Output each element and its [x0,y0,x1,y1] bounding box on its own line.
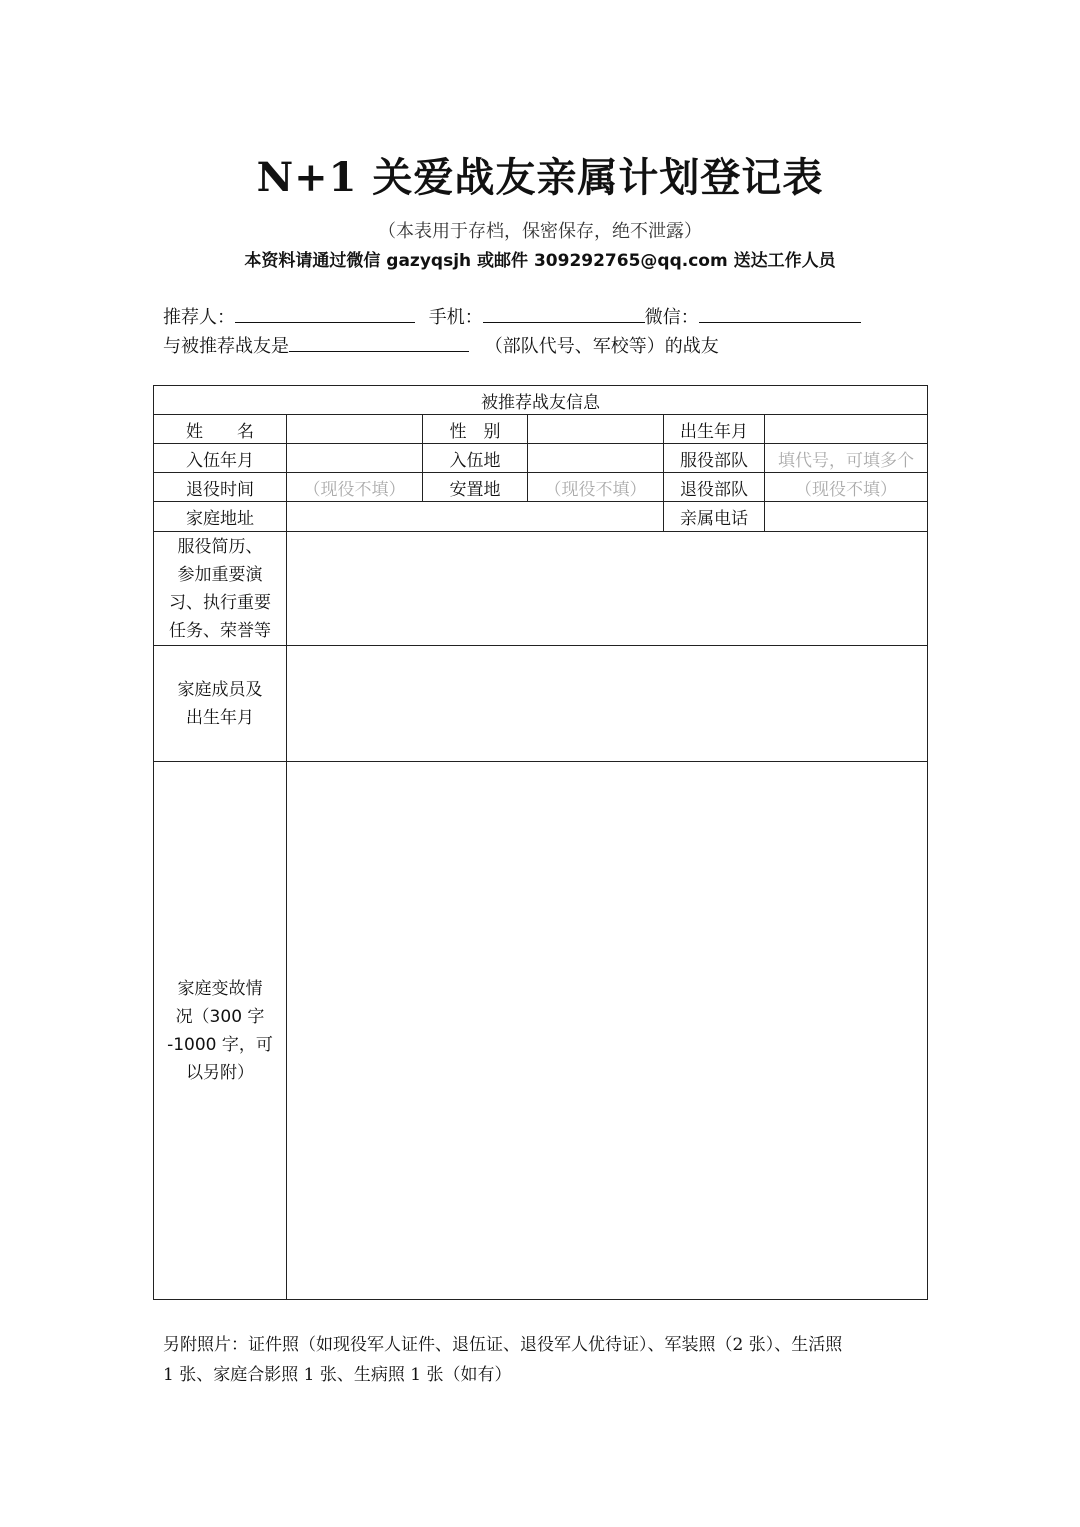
attachment-line: 1 张、家庭合影照 1 张、生病照 1 张（如有） [163,1365,512,1385]
referrer-label: 推荐人： [163,307,235,328]
enlist-date-cell[interactable] [287,444,423,473]
enlist-date-label: 入伍年月 [154,444,287,473]
family-change-line: 况（300 字 [175,1006,265,1027]
family-members-line: 出生年月 [186,707,254,728]
veteran-info-table [153,385,928,1300]
gender-cell[interactable] [528,415,664,444]
family-members-cell[interactable] [287,646,928,762]
relation-suffix: （部队代号、军校等）的战友 [484,336,719,357]
retire-unit-cell[interactable]: （现役不填） [765,473,928,502]
family-change-cell[interactable] [287,762,928,1300]
family-members-label [154,646,287,762]
retire-time-cell[interactable]: （现役不填） [287,473,423,502]
page-title: N+1 关爱战友亲属计划登记表 [256,154,824,201]
relative-phone-cell[interactable] [765,502,928,532]
family-members-line: 家庭成员及 [177,679,263,700]
attachment-line: 另附照片：证件照（如现役军人证件、退伍证、退役军人优待证）、军装照（2 张）、生活照 [163,1335,843,1355]
retire-time-label: 退役时间 [154,473,287,502]
recommender-line [163,303,861,329]
family-change-line: 以另附） [186,1062,254,1083]
service-history-line: 任务、荣誉等 [169,620,271,641]
service-history-line: 参加重要演 [177,564,263,585]
name-label: 姓 名 [154,415,287,444]
placement-cell[interactable]: （现役不填） [528,473,664,502]
table-header: 被推荐战友信息 [154,386,928,415]
birth-label: 出生年月 [664,415,765,444]
phone-label: 手机： [428,307,483,328]
gender-label: 性 别 [423,415,528,444]
relation-field[interactable] [289,335,469,352]
wechat-label: 微信： [644,307,699,328]
service-history-cell[interactable] [287,532,928,646]
unit-label: 服役部队 [664,444,765,473]
retire-unit-label: 退役部队 [664,473,765,502]
family-change-line: -1000 字，可 [167,1034,273,1055]
service-history-label [154,532,287,646]
referrer-field[interactable] [235,306,415,323]
service-history-line: 习、执行重要 [169,592,271,613]
confidentiality-note: （本表用于存档，保密保存，绝不泄露） [378,221,702,242]
name-cell[interactable] [287,415,423,444]
family-change-label [154,762,287,1300]
phone-field[interactable] [483,306,645,323]
relative-phone-label: 亲属电话 [664,502,765,532]
relation-prefix: 与被推荐战友是 [163,336,289,357]
enlist-place-cell[interactable] [528,444,664,473]
placement-label: 安置地 [423,473,528,502]
family-change-line: 家庭变故情 [177,978,263,999]
address-label: 家庭地址 [154,502,287,532]
birth-cell[interactable] [765,415,928,444]
service-history-line: 服役简历、 [177,536,263,557]
attachment-note [163,1330,923,1390]
enlist-place-label: 入伍地 [423,444,528,473]
address-cell[interactable] [287,502,664,532]
relation-line [163,332,719,358]
wechat-field[interactable] [699,306,861,323]
contact-instructions: 本资料请通过微信 gazyqsjh 或邮件 309292765@qq.com 送达工作人员 [244,251,836,271]
unit-cell[interactable]: 填代号，可填多个 [765,444,928,473]
